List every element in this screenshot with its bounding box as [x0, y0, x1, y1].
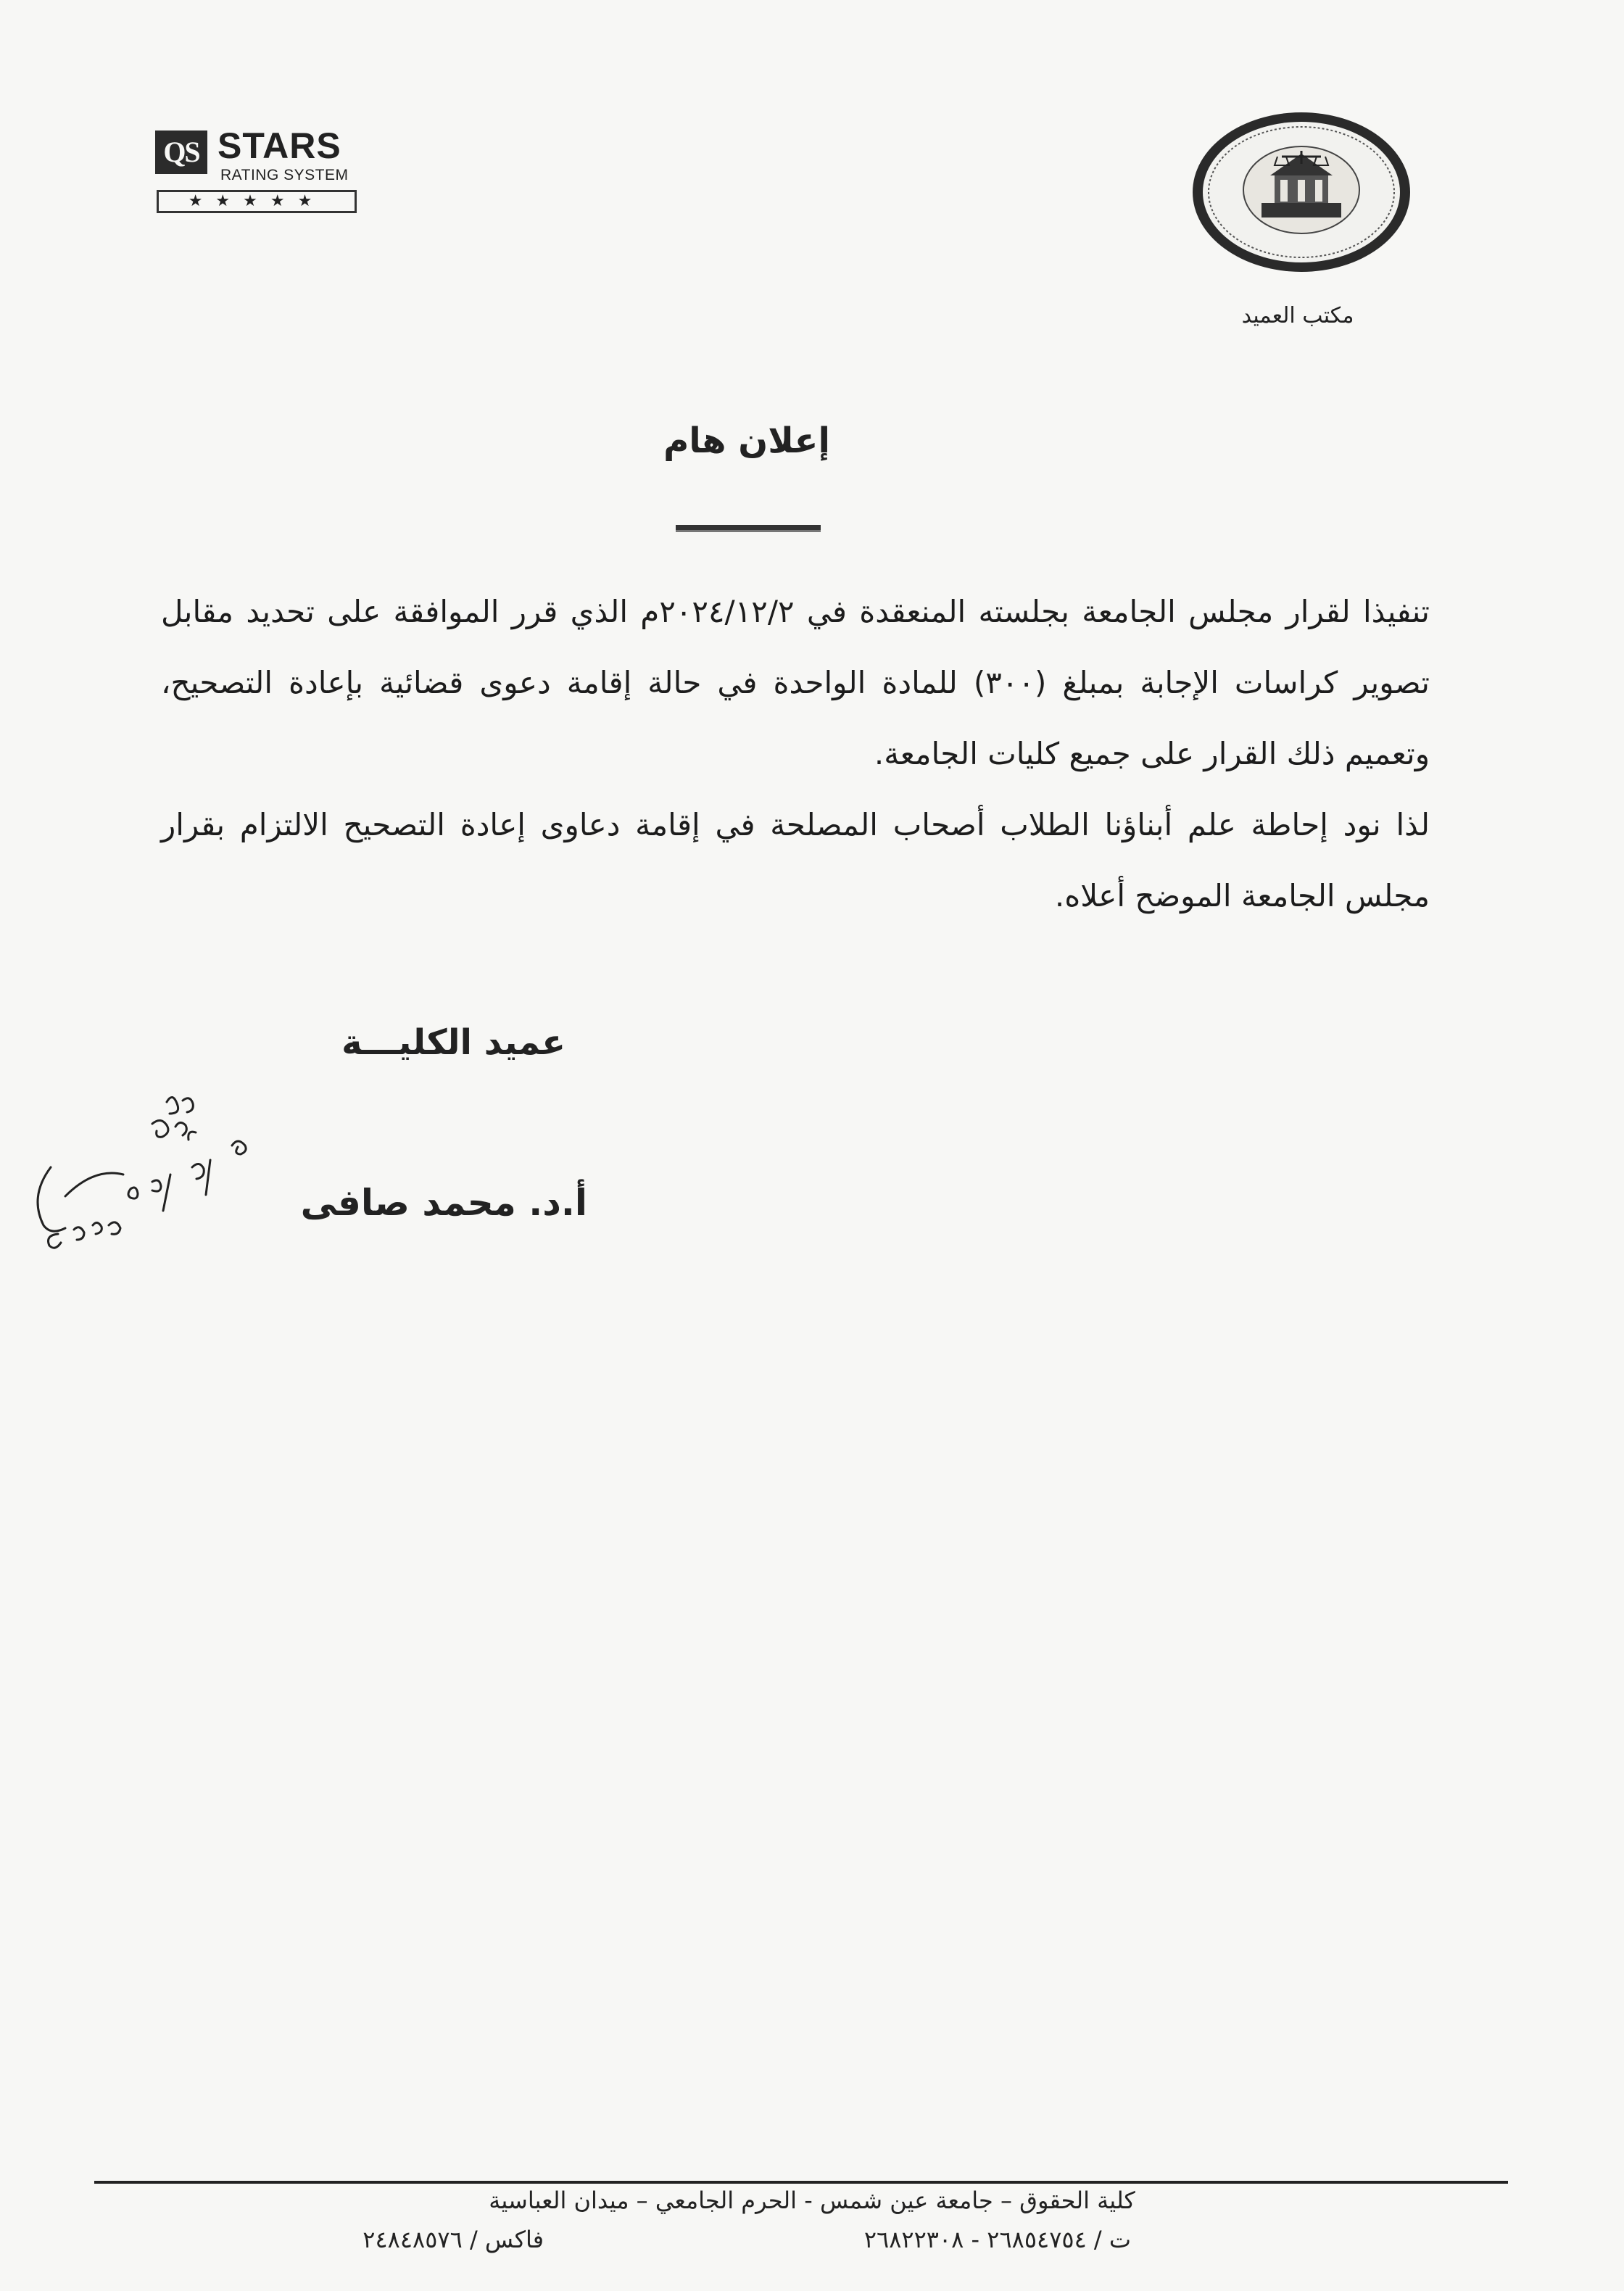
qs-star-rating: ★★★★★: [157, 190, 357, 213]
footer-divider: [94, 2181, 1508, 2184]
footer-fax: فاكس / ٢٤٨٤٨٥٧٦: [362, 2226, 544, 2253]
announcement-paragraph-1: تنفيذا لقرار مجلس الجامعة بجلسته المنعقدة في ٢٠٢٤/١٢/٢م الذي قرر الموافقة على تحديد مقابل تصوير كراسات الإجابة بمبلغ (٣٠٠) للمادة الواحدة في حالة إقامة دعوى قضائية بإعادة التصحيح، وتعميم ذلك القرار على جميع كليات الجامعة.: [161, 594, 1430, 771]
title-underline: [676, 525, 821, 532]
announcement-title: إعلان هام: [663, 420, 830, 461]
university-seal-icon: [1189, 109, 1414, 276]
qs-logo-box: QS: [155, 130, 207, 174]
dean-office-label: مكتب العميد: [1241, 303, 1354, 328]
dean-title: عميد الكليـــة: [341, 1022, 566, 1063]
footer-phone: ت / ٢٦٨٥٤٧٥٤ - ٢٦٨٢٢٣٠٨: [863, 2226, 1131, 2253]
qs-logo-tagline: RATING SYSTEM: [220, 167, 349, 183]
qs-logo-brand: STARS: [218, 125, 341, 166]
footer-address: كلية الحقوق – جامعة عين شمس - الحرم الجامعي – ميدان العباسية: [489, 2187, 1135, 2214]
dean-name: أ.د. محمد صافى: [300, 1182, 587, 1224]
announcement-body: [161, 576, 1430, 932]
announcement-paragraph-2: لذا نود إحاطة علم أبناؤنا الطلاب أصحاب المصلحة في إقامة دعاوى إعادة التصحيح الالتزام بقرار مجلس الجامعة الموضح أعلاه.: [161, 807, 1430, 914]
qs-stars-logo: [155, 125, 365, 220]
